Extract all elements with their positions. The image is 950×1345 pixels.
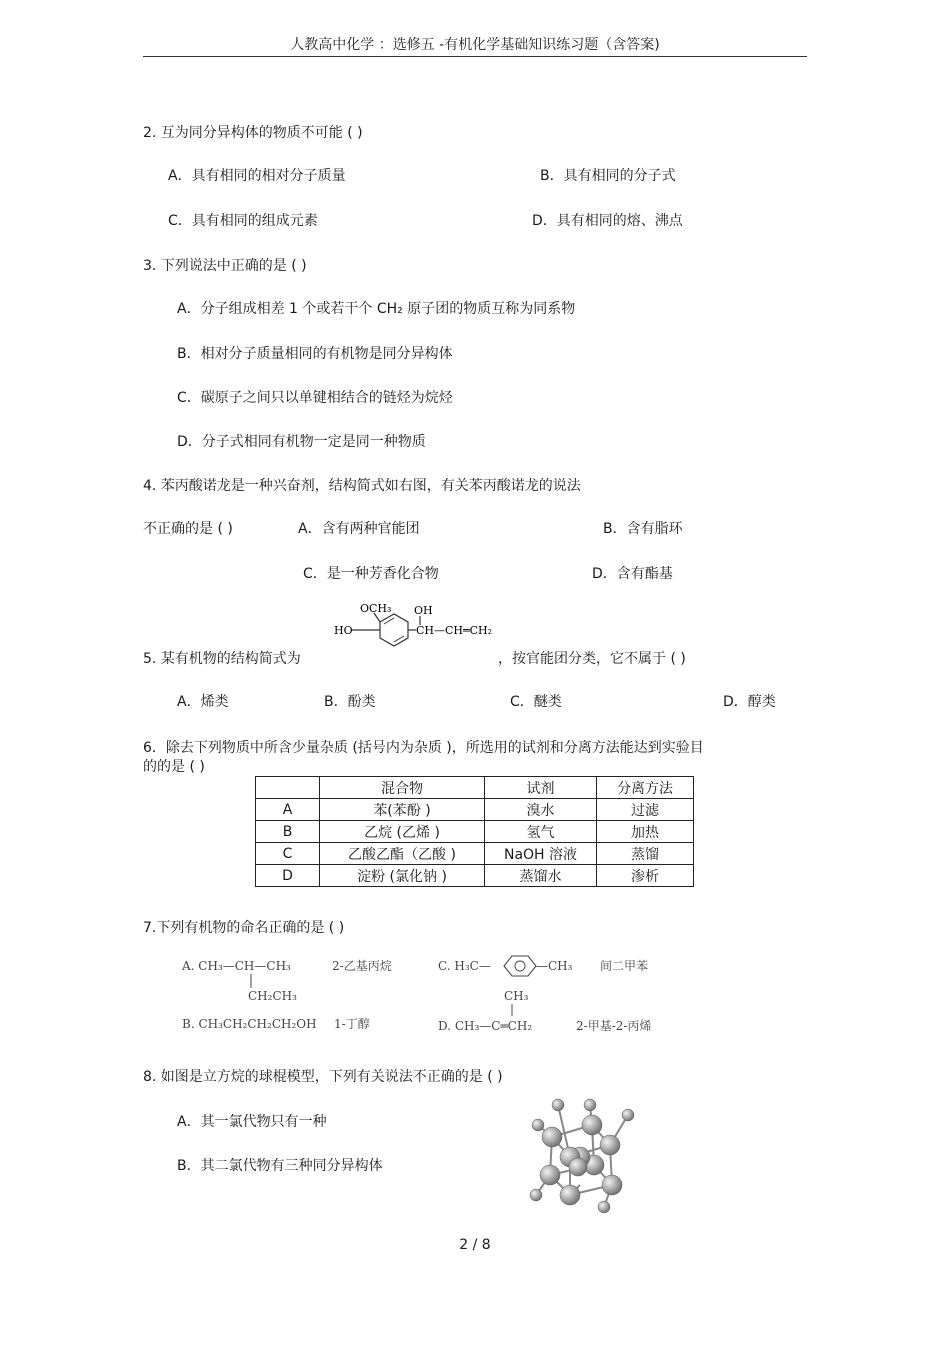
table-row [256, 865, 694, 887]
table-header-cell: 混合物 [320, 777, 485, 799]
cubane-ball-and-stick-model [528, 1095, 640, 1213]
q7-option-d-formula: D. CH₃—C═CH₂ [438, 1019, 533, 1033]
q3-stem: 3. 下列说法中正确的是 ( ) [143, 258, 307, 274]
table-header-cell: 试剂 [485, 777, 597, 799]
table-row [256, 843, 694, 865]
q7-option-a-substituent: CH₂CH₃ [248, 989, 297, 1003]
q4-stem: 4. 苯丙酸诺龙是一种兴奋剂，结构简式如右图，有关苯丙酸诺龙的说法 [143, 478, 581, 494]
table-cell: 乙酸乙酯（乙酸 ) [320, 843, 485, 865]
q2-option-d: D．具有相同的熔、沸点 [532, 213, 683, 229]
table-header-row [256, 777, 694, 799]
q3-option-a: A．分子组成相差 1 个或若干个 CH₂ 原子团的物质互称为同系物 [177, 301, 576, 317]
q7-option-c-name: 间二甲苯 [600, 959, 649, 973]
q6-stem: 6．除去下列物质中所含少量杂质 (括号内为杂质 )，所选用的试剂和分离方法能达到实验目 [143, 740, 704, 756]
q2-stem: 2. 互为同分异构体的物质不可能 ( ) [143, 125, 363, 141]
q8-option-a: A．其一氯代物只有一种 [177, 1114, 327, 1130]
q7-option-c-right: —CH₃ [536, 959, 573, 973]
q8-stem: 8. 如图是立方烷的球棍模型，下列有关说法不正确的是 ( ) [143, 1069, 503, 1085]
q7-option-a-name: 2-乙基丙烷 [332, 959, 392, 973]
q4-option-c: C．是一种芳香化合物 [303, 566, 439, 582]
q7-options-figure [178, 948, 678, 1040]
q3-option-d: D．分子式相同有机物一定是同一种物质 [177, 434, 426, 450]
table-cell: B [256, 821, 320, 843]
table-cell: NaOH 溶液 [485, 843, 597, 865]
q7-option-b-formula: B. CH₃CH₂CH₂CH₂OH [182, 1017, 317, 1031]
table-header-cell: 分离方法 [597, 777, 694, 799]
table-cell: 加热 [597, 821, 694, 843]
q4-stem-continued: 不正确的是 ( ) [143, 521, 233, 537]
q5-option-b: B．酚类 [324, 694, 376, 710]
q5-structure-diagram [332, 600, 502, 656]
q8-option-b: B．其二氯代物有三种同分异构体 [177, 1158, 383, 1174]
q2-option-b: B．具有相同的分子式 [540, 168, 676, 184]
q3-option-b: B．相对分子质量相同的有机物是同分异构体 [177, 346, 453, 362]
page-number: 2 / 8 [459, 1237, 491, 1253]
q5-stem-tail: ，按官能团分类，它不属于 ( ) [498, 651, 686, 667]
q2-option-a: A．具有相同的相对分子质量 [168, 168, 346, 184]
table-cell: 渗析 [597, 865, 694, 887]
table-cell: 蒸馏水 [485, 865, 597, 887]
table-header-cell [256, 777, 320, 799]
q5-option-d: D．醇类 [723, 694, 776, 710]
table-cell: C [256, 843, 320, 865]
q4-option-d: D．含有酯基 [592, 566, 673, 582]
table-cell: 蒸馏 [597, 843, 694, 865]
table-cell: 氢气 [485, 821, 597, 843]
table-cell: 过滤 [597, 799, 694, 821]
q2-option-c: C．具有相同的组成元素 [168, 213, 318, 229]
table-row [256, 799, 694, 821]
table-row [256, 821, 694, 843]
q4-option-a: A．含有两种官能团 [298, 521, 420, 537]
q7-option-d-top: CH₃ [504, 989, 529, 1003]
q7-option-d-name: 2-甲基-2-丙烯 [576, 1019, 652, 1033]
q4-option-b: B．含有脂环 [603, 521, 683, 537]
q5-chain-label: CH—CH═CH₂ [416, 624, 493, 637]
q6-table [255, 776, 694, 887]
table-cell: 淀粉 (氯化钠 ) [320, 865, 485, 887]
q5-option-a: A．烯类 [177, 694, 229, 710]
q7-option-a-formula: A. CH₃—CH—CH₃ [182, 959, 291, 973]
q5-ho-label: HO [334, 624, 353, 637]
q5-option-c: C．醚类 [510, 694, 562, 710]
table-cell: 溴水 [485, 799, 597, 821]
q5-oh-label: OH [414, 604, 433, 617]
q7-option-b-name: 1-丁醇 [334, 1017, 370, 1031]
table-cell: D [256, 865, 320, 887]
q7-stem: 7.下列有机物的命名正确的是 ( ) [143, 920, 345, 936]
header-rule [143, 56, 807, 57]
table-cell: 苯(苯酚 ) [320, 799, 485, 821]
q5-och3-label: OCH₃ [360, 602, 392, 615]
q5-stem: 5. 某有机物的结构简式为 [143, 651, 301, 667]
q3-option-c: C．碳原子之间只以单键相结合的链烃为烷烃 [177, 390, 453, 406]
q7-option-c-left: C. H₃C— [438, 959, 491, 973]
table-cell: 乙烷 (乙烯 ) [320, 821, 485, 843]
table-cell: A [256, 799, 320, 821]
q6-stem-continued: 的的是 ( ) [143, 759, 205, 775]
page-header: 人教高中化学 ：选修五 -有机化学基础知识练习题（含答案) [290, 37, 660, 53]
